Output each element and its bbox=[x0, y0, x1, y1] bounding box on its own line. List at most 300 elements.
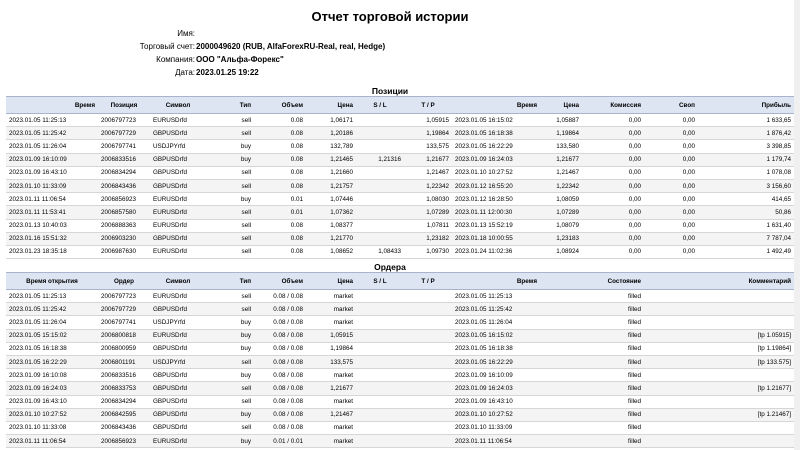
table-cell: 0.08 / 0.08 bbox=[254, 382, 306, 395]
positions-column-header: Своп bbox=[644, 97, 698, 114]
table-cell: GBPUSDrfd bbox=[150, 127, 206, 140]
table-cell: 2023.01.09 16:10:09 bbox=[6, 153, 98, 166]
table-row[interactable] bbox=[6, 127, 794, 140]
table-cell: 2023.01.10 11:33:09 bbox=[452, 421, 540, 434]
orders-column-header: Тип bbox=[206, 273, 254, 290]
table-cell: EURUSDrfd bbox=[150, 245, 206, 258]
table-cell: sell bbox=[206, 303, 254, 316]
table-cell: 2023.01.10 11:33:09 bbox=[6, 179, 98, 192]
orders-column-header: T / P bbox=[404, 273, 452, 290]
table-row[interactable] bbox=[6, 232, 794, 245]
table-cell: filled bbox=[540, 290, 644, 303]
table-cell: market bbox=[306, 435, 356, 448]
table-row[interactable] bbox=[6, 355, 794, 368]
table-cell: 2006797723 bbox=[98, 114, 150, 127]
table-cell: EURUSDrfd bbox=[150, 206, 206, 219]
table-cell: GBPUSDrfd bbox=[150, 166, 206, 179]
table-cell: USDJPYrfd bbox=[150, 140, 206, 153]
table-row[interactable] bbox=[6, 342, 794, 355]
table-cell: 1,08377 bbox=[306, 219, 356, 232]
table-cell: 2023.01.10 10:27:52 bbox=[6, 408, 98, 421]
table-cell: 0.08 / 0.08 bbox=[254, 290, 306, 303]
table-cell: 1,07446 bbox=[306, 193, 356, 206]
table-row[interactable] bbox=[6, 166, 794, 179]
table-cell: 0,00 bbox=[644, 140, 698, 153]
account-label: Торговый счет: bbox=[139, 42, 195, 51]
table-cell: 1,21465 bbox=[306, 153, 356, 166]
table-cell: 2006797741 bbox=[98, 316, 150, 329]
table-cell: 2023.01.09 16:43:10 bbox=[6, 395, 98, 408]
table-cell: 2023.01.05 16:22:29 bbox=[452, 355, 540, 368]
table-cell: 1 492,49 bbox=[698, 245, 794, 258]
table-cell: 0.08 bbox=[254, 219, 306, 232]
table-cell: 1,21467 bbox=[404, 166, 452, 179]
table-cell: 2023.01.12 16:28:50 bbox=[452, 193, 540, 206]
table-cell: 2023.01.05 16:15:02 bbox=[452, 114, 540, 127]
table-cell: 1,21467 bbox=[540, 166, 582, 179]
table-cell: 1,05915 bbox=[404, 114, 452, 127]
table-cell: 2023.01.11 12:00:30 bbox=[452, 206, 540, 219]
positions-column-header: Объем bbox=[254, 97, 306, 114]
table-cell: 0,00 bbox=[644, 219, 698, 232]
table-cell: market bbox=[306, 290, 356, 303]
table-cell: 2006797741 bbox=[98, 140, 150, 153]
table-cell: 2023.01.09 16:43:10 bbox=[6, 166, 98, 179]
table-cell: 0,00 bbox=[644, 166, 698, 179]
table-row[interactable] bbox=[6, 290, 794, 303]
table-cell bbox=[404, 329, 452, 342]
table-cell: 2023.01.09 16:10:09 bbox=[452, 369, 540, 382]
table-cell bbox=[356, 219, 404, 232]
table-cell: 414,65 bbox=[698, 193, 794, 206]
table-cell: buy bbox=[206, 140, 254, 153]
table-cell: sell bbox=[206, 127, 254, 140]
table-cell: 133,575 bbox=[306, 355, 356, 368]
table-cell: 2006856923 bbox=[98, 193, 150, 206]
table-cell bbox=[644, 421, 794, 434]
orders-column-header: Символ bbox=[150, 273, 206, 290]
table-cell: 0,00 bbox=[644, 245, 698, 258]
info-row-account bbox=[0, 40, 800, 53]
orders-column-header: Время bbox=[452, 273, 540, 290]
table-row[interactable] bbox=[6, 179, 794, 192]
table-cell: 0.08 / 0.08 bbox=[254, 355, 306, 368]
table-cell: 2023.01.13 10:40:03 bbox=[6, 219, 98, 232]
table-cell: 0,00 bbox=[644, 206, 698, 219]
table-cell: 1 179,74 bbox=[698, 153, 794, 166]
table-row[interactable] bbox=[6, 219, 794, 232]
table-cell: 1,05915 bbox=[306, 329, 356, 342]
table-row[interactable] bbox=[6, 140, 794, 153]
table-cell: 1,08924 bbox=[540, 245, 582, 258]
table-cell: 2006903230 bbox=[98, 232, 150, 245]
table-cell: 1,20186 bbox=[306, 127, 356, 140]
table-cell: buy bbox=[206, 435, 254, 448]
date-label: Дата: bbox=[175, 68, 195, 77]
date-value: 2023.01.25 19:22 bbox=[196, 68, 259, 77]
table-cell: [tp 1.21677] bbox=[644, 382, 794, 395]
table-row[interactable] bbox=[6, 206, 794, 219]
positions-body bbox=[6, 114, 794, 259]
orders-column-header: Комментарий bbox=[644, 273, 794, 290]
table-cell: 1,21467 bbox=[306, 408, 356, 421]
report-info bbox=[0, 27, 800, 79]
table-cell: 1,19864 bbox=[306, 342, 356, 355]
orders-title: Ордера bbox=[374, 262, 406, 272]
table-cell: 2023.01.10 11:33:08 bbox=[6, 421, 98, 434]
table-row[interactable] bbox=[6, 369, 794, 382]
table-cell bbox=[644, 435, 794, 448]
table-cell: 2006797729 bbox=[98, 127, 150, 140]
positions-column-header: Комиссия bbox=[582, 97, 644, 114]
table-cell: 2023.01.10 10:27:52 bbox=[452, 408, 540, 421]
table-cell: 2023.01.13 15:52:19 bbox=[452, 219, 540, 232]
table-cell: 1,09730 bbox=[404, 245, 452, 258]
table-cell: 1,23183 bbox=[540, 232, 582, 245]
orders-table bbox=[6, 272, 794, 448]
table-cell: sell bbox=[206, 179, 254, 192]
orders-column-header: Объем bbox=[254, 273, 306, 290]
name-label: Имя: bbox=[177, 29, 195, 38]
table-row[interactable] bbox=[6, 421, 794, 434]
table-cell bbox=[404, 395, 452, 408]
company-label: Компания: bbox=[156, 55, 195, 64]
table-cell: market bbox=[306, 316, 356, 329]
table-cell bbox=[404, 408, 452, 421]
table-cell: 2023.01.05 11:25:13 bbox=[452, 290, 540, 303]
table-cell: 2006797723 bbox=[98, 290, 150, 303]
table-cell: 50,86 bbox=[698, 206, 794, 219]
table-cell bbox=[356, 435, 404, 448]
table-cell: 2006834294 bbox=[98, 395, 150, 408]
table-cell: 0.08 bbox=[254, 245, 306, 258]
table-cell: sell bbox=[206, 219, 254, 232]
table-cell: 2023.01.23 18:35:18 bbox=[6, 245, 98, 258]
positions-column-header: S / L bbox=[356, 97, 404, 114]
table-cell: 0,00 bbox=[582, 206, 644, 219]
table-cell: filled bbox=[540, 303, 644, 316]
table-cell: 2023.01.09 16:10:08 bbox=[6, 369, 98, 382]
table-cell: 2023.01.05 11:25:13 bbox=[6, 290, 98, 303]
table-cell: 0.08 / 0.08 bbox=[254, 369, 306, 382]
table-cell bbox=[404, 290, 452, 303]
table-cell: GBPUSDrfd bbox=[150, 382, 206, 395]
table-cell: sell bbox=[206, 290, 254, 303]
table-cell: GBPUSDrfd bbox=[150, 369, 206, 382]
table-cell: EURUSDrfd bbox=[150, 290, 206, 303]
table-cell bbox=[404, 382, 452, 395]
table-row[interactable] bbox=[6, 435, 794, 448]
table-cell: 2023.01.05 11:25:42 bbox=[6, 303, 98, 316]
table-cell: buy bbox=[206, 153, 254, 166]
table-row[interactable] bbox=[6, 408, 794, 421]
table-cell bbox=[644, 290, 794, 303]
table-cell: 1,07289 bbox=[404, 206, 452, 219]
table-cell: 1,07811 bbox=[404, 219, 452, 232]
table-cell: 1,19864 bbox=[540, 127, 582, 140]
table-cell: 0,00 bbox=[582, 232, 644, 245]
table-cell: 132,789 bbox=[306, 140, 356, 153]
table-cell: [tp 1.21467] bbox=[644, 408, 794, 421]
table-cell: 1 631,40 bbox=[698, 219, 794, 232]
table-cell: 0,00 bbox=[644, 232, 698, 245]
table-cell bbox=[356, 408, 404, 421]
vertical-scrollbar[interactable] bbox=[794, 0, 800, 450]
table-cell: 2023.01.05 16:22:29 bbox=[6, 355, 98, 368]
table-cell: 2023.01.05 11:26:04 bbox=[6, 140, 98, 153]
table-cell bbox=[404, 303, 452, 316]
table-cell bbox=[356, 382, 404, 395]
table-cell: 0,00 bbox=[644, 193, 698, 206]
table-cell bbox=[356, 232, 404, 245]
table-cell bbox=[356, 193, 404, 206]
orders-column-header: Цена bbox=[306, 273, 356, 290]
table-cell: filled bbox=[540, 395, 644, 408]
table-cell bbox=[404, 342, 452, 355]
table-row[interactable] bbox=[6, 193, 794, 206]
orders-column-header: Состояние bbox=[540, 273, 644, 290]
table-cell: 2023.01.05 11:26:04 bbox=[452, 316, 540, 329]
table-cell: 0,00 bbox=[582, 193, 644, 206]
table-cell: 2023.01.05 16:18:38 bbox=[6, 342, 98, 355]
table-cell: 1,05887 bbox=[540, 114, 582, 127]
table-cell: 2023.01.05 16:15:02 bbox=[452, 329, 540, 342]
table-cell bbox=[356, 369, 404, 382]
table-cell: filled bbox=[540, 382, 644, 395]
orders-header-row bbox=[6, 273, 794, 290]
table-cell: sell bbox=[206, 395, 254, 408]
table-cell: market bbox=[306, 369, 356, 382]
table-cell bbox=[404, 369, 452, 382]
table-cell: 2023.01.18 10:00:55 bbox=[452, 232, 540, 245]
table-cell bbox=[644, 369, 794, 382]
table-cell: 2023.01.05 11:25:13 bbox=[6, 114, 98, 127]
table-cell: filled bbox=[540, 421, 644, 434]
page-title: Отчет торговой истории bbox=[311, 9, 469, 24]
table-cell bbox=[356, 421, 404, 434]
positions-table bbox=[6, 96, 794, 259]
table-cell: 0.08 / 0.08 bbox=[254, 303, 306, 316]
table-cell: filled bbox=[540, 408, 644, 421]
table-cell: 0,00 bbox=[582, 153, 644, 166]
table-cell: GBPUSDrfd bbox=[150, 303, 206, 316]
table-cell: 2006833516 bbox=[98, 369, 150, 382]
orders-column-header: S / L bbox=[356, 273, 404, 290]
table-cell: 2023.01.11 11:06:54 bbox=[6, 435, 98, 448]
table-cell: 2023.01.24 11:02:36 bbox=[452, 245, 540, 258]
table-row[interactable] bbox=[6, 316, 794, 329]
table-cell: 2006800818 bbox=[98, 329, 150, 342]
table-cell: 1,07362 bbox=[306, 206, 356, 219]
table-cell: 2006856923 bbox=[98, 435, 150, 448]
table-cell bbox=[356, 140, 404, 153]
positions-title: Позиции bbox=[371, 86, 409, 96]
table-row[interactable] bbox=[6, 114, 794, 127]
table-cell: 1,19864 bbox=[404, 127, 452, 140]
table-cell: 2023.01.10 10:27:52 bbox=[452, 166, 540, 179]
table-cell: 2006843436 bbox=[98, 179, 150, 192]
table-cell: buy bbox=[206, 342, 254, 355]
table-cell: 1,21770 bbox=[306, 232, 356, 245]
orders-column-header: Время открытия bbox=[6, 273, 98, 290]
table-cell: 1,21757 bbox=[306, 179, 356, 192]
table-cell: 2006987630 bbox=[98, 245, 150, 258]
table-cell: 2006797729 bbox=[98, 303, 150, 316]
table-cell: 2006857580 bbox=[98, 206, 150, 219]
table-cell bbox=[356, 290, 404, 303]
table-cell: 2006842595 bbox=[98, 408, 150, 421]
table-cell: 2023.01.05 11:26:04 bbox=[6, 316, 98, 329]
table-cell: 2023.01.09 16:24:03 bbox=[452, 153, 540, 166]
table-cell: 2006843436 bbox=[98, 421, 150, 434]
table-cell: 0.08 bbox=[254, 179, 306, 192]
table-cell: 1,21316 bbox=[356, 153, 404, 166]
table-cell bbox=[404, 355, 452, 368]
table-cell: 0.08 / 0.08 bbox=[254, 329, 306, 342]
positions-column-header: Прибыль bbox=[698, 97, 794, 114]
table-cell: 1,08079 bbox=[540, 219, 582, 232]
table-cell: filled bbox=[540, 355, 644, 368]
table-cell: buy bbox=[206, 316, 254, 329]
table-cell bbox=[644, 395, 794, 408]
table-cell: 2006801191 bbox=[98, 355, 150, 368]
table-cell bbox=[356, 395, 404, 408]
table-cell bbox=[644, 303, 794, 316]
table-cell: 2023.01.11 11:06:54 bbox=[6, 193, 98, 206]
table-cell: 1 633,65 bbox=[698, 114, 794, 127]
table-cell: GBPUSDrfd bbox=[150, 395, 206, 408]
table-row[interactable] bbox=[6, 303, 794, 316]
table-cell: 0,00 bbox=[582, 166, 644, 179]
table-cell: 1,08030 bbox=[404, 193, 452, 206]
table-cell: 1,22342 bbox=[540, 179, 582, 192]
table-cell: [tp 1.19864] bbox=[644, 342, 794, 355]
table-cell: 1,08059 bbox=[540, 193, 582, 206]
table-cell: 0,00 bbox=[582, 219, 644, 232]
table-cell: 1 876,42 bbox=[698, 127, 794, 140]
table-cell: 0.01 bbox=[254, 206, 306, 219]
table-cell: GBPUSDrfd bbox=[150, 408, 206, 421]
table-cell: [tp 1.05915] bbox=[644, 329, 794, 342]
table-cell: 0.01 / 0.01 bbox=[254, 435, 306, 448]
table-cell: 0.08 bbox=[254, 127, 306, 140]
table-cell: sell bbox=[206, 232, 254, 245]
table-cell: 1,07289 bbox=[540, 206, 582, 219]
table-cell bbox=[356, 355, 404, 368]
table-cell: 2023.01.05 16:22:29 bbox=[452, 140, 540, 153]
table-cell: 0.08 / 0.08 bbox=[254, 421, 306, 434]
table-cell: sell bbox=[206, 114, 254, 127]
table-cell: 0.08 bbox=[254, 166, 306, 179]
table-cell: GBPUSDrfd bbox=[150, 232, 206, 245]
table-cell: buy bbox=[206, 193, 254, 206]
table-cell: 0,00 bbox=[644, 127, 698, 140]
positions-column-header: Символ bbox=[150, 97, 206, 114]
table-cell: filled bbox=[540, 329, 644, 342]
table-cell bbox=[404, 421, 452, 434]
table-cell: 2023.01.09 16:43:10 bbox=[452, 395, 540, 408]
table-cell: 1,21677 bbox=[540, 153, 582, 166]
table-cell: 0.08 / 0.08 bbox=[254, 395, 306, 408]
table-cell: 2023.01.05 16:18:38 bbox=[452, 127, 540, 140]
table-cell: 0,00 bbox=[582, 245, 644, 258]
table-row[interactable] bbox=[6, 395, 794, 408]
table-cell bbox=[356, 179, 404, 192]
table-cell: 0.08 / 0.08 bbox=[254, 342, 306, 355]
table-cell: market bbox=[306, 303, 356, 316]
table-cell: GBPUSDrfd bbox=[150, 342, 206, 355]
positions-header-row bbox=[6, 97, 794, 114]
table-cell: sell bbox=[206, 382, 254, 395]
table-cell bbox=[356, 342, 404, 355]
table-cell: 2023.01.05 16:18:38 bbox=[452, 342, 540, 355]
table-cell: EURUSDrfd bbox=[150, 114, 206, 127]
table-cell: GBPUSDrfd bbox=[150, 153, 206, 166]
table-cell: 2023.01.05 11:25:42 bbox=[6, 127, 98, 140]
positions-column-header: Позиция bbox=[98, 97, 150, 114]
table-cell: buy bbox=[206, 329, 254, 342]
table-row[interactable] bbox=[6, 382, 794, 395]
table-cell: 3 156,60 bbox=[698, 179, 794, 192]
table-cell: 3 398,85 bbox=[698, 140, 794, 153]
table-cell: [tp 133.575] bbox=[644, 355, 794, 368]
table-cell: 1,23182 bbox=[404, 232, 452, 245]
table-cell bbox=[356, 316, 404, 329]
table-cell: EURUSDrfd bbox=[150, 219, 206, 232]
table-cell: 0.08 bbox=[254, 232, 306, 245]
table-cell: 2023.01.12 16:55:20 bbox=[452, 179, 540, 192]
table-cell: 1,21660 bbox=[306, 166, 356, 179]
positions-column-header: Время bbox=[6, 97, 98, 114]
table-cell: market bbox=[306, 395, 356, 408]
table-cell: USDJPYrfd bbox=[150, 355, 206, 368]
table-row[interactable] bbox=[6, 153, 794, 166]
table-cell: 0,00 bbox=[644, 153, 698, 166]
table-cell: filled bbox=[540, 342, 644, 355]
table-cell: 2023.01.11 11:06:54 bbox=[452, 435, 540, 448]
positions-column-header: Цена bbox=[540, 97, 582, 114]
table-cell: 1,08652 bbox=[306, 245, 356, 258]
table-cell: 2023.01.05 11:25:42 bbox=[452, 303, 540, 316]
table-cell: buy bbox=[206, 369, 254, 382]
table-cell: 2006833753 bbox=[98, 382, 150, 395]
table-cell: 0,00 bbox=[582, 179, 644, 192]
table-cell: sell bbox=[206, 355, 254, 368]
table-cell: 0.08 / 0.08 bbox=[254, 316, 306, 329]
table-cell: sell bbox=[206, 245, 254, 258]
table-cell: 1,06171 bbox=[306, 114, 356, 127]
table-cell: 0,00 bbox=[582, 114, 644, 127]
table-cell: 2023.01.16 15:51:32 bbox=[6, 232, 98, 245]
table-cell: filled bbox=[540, 435, 644, 448]
table-cell: market bbox=[306, 421, 356, 434]
info-row-name bbox=[0, 27, 800, 40]
table-cell: 1 078,08 bbox=[698, 166, 794, 179]
table-cell: 133,580 bbox=[540, 140, 582, 153]
table-cell: EURUSDrfd bbox=[150, 329, 206, 342]
table-row[interactable] bbox=[6, 329, 794, 342]
orders-body bbox=[6, 290, 794, 448]
table-row[interactable] bbox=[6, 245, 794, 258]
table-cell: 1,08433 bbox=[356, 245, 404, 258]
account-value: 2000049620 (RUB, AlfaForexRU-Real, real, Hedge) bbox=[196, 42, 386, 51]
info-row-company bbox=[0, 53, 800, 66]
table-cell bbox=[404, 316, 452, 329]
table-cell: 133,575 bbox=[404, 140, 452, 153]
table-cell: 0,00 bbox=[644, 179, 698, 192]
table-cell: GBPUSDrfd bbox=[150, 179, 206, 192]
positions-column-header: T / P bbox=[404, 97, 452, 114]
